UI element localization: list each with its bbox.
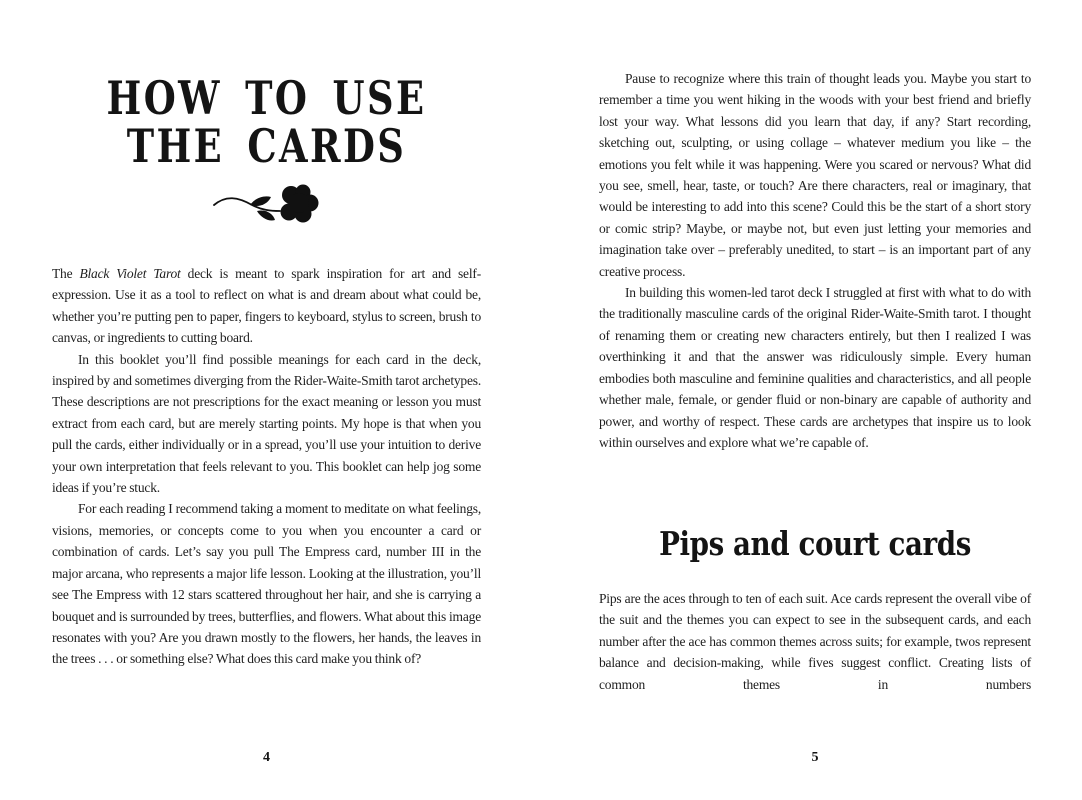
chapter-title-line1: HOW TO USE	[106, 71, 427, 125]
book-title-italic: Black Violet Tarot	[79, 266, 181, 281]
body-paragraph	[52, 263, 481, 349]
section-heading-pips-and-court-cards: Pips and court cards	[659, 524, 971, 563]
flower-ornament-icon	[52, 181, 481, 236]
right-page-body-continued	[599, 588, 1031, 695]
body-paragraph: For each reading I recommend taking a moment to meditate on what feelings, visions, memories, or concepts come to you when you encounter a card or combination of cards. Let’s say you pull The Empress card, number III in the major arcana, who represents a major life lesson. Looking at the illustration, you’ll see The Empress with 12 stars scattered throughout her hair, and she is carrying a bouquet and is surrounded by trees, butterflies, and flowers. What about this image resonates with you? Are you drawn mostly to the flowers, her hands, the leaves in the trees . . . or something else? What does this card make you think of?	[52, 501, 481, 667]
page-number-right: 5	[811, 750, 819, 765]
page-right	[541, 0, 1082, 800]
chapter-title-line2: THE CARDS	[126, 119, 407, 173]
left-page-body	[52, 263, 481, 670]
right-page-body	[599, 68, 1031, 453]
body-paragraph: Pips are the aces through to ten of each suit. Ace cards represent the overall vibe of the suit and the themes you can expect to see in the subsequent cards, and each number after the ace has common themes across suits; for example, twos represent balance and decision-making, while fives suggest conflict. Creating lists of common themes in numbers	[599, 591, 1031, 692]
body-paragraph: In this booklet you’ll find possible meanings for each card in the deck, inspired by and sometimes diverging from the Rider-Waite-Smith tarot archetypes. These descriptions are not prescriptions for the exact meaning or lesson you must extract from each card, but are merely starting points. My hope is that when you pull the cards, either individually or in a spread, you’ll use your intuition to derive your own interpretation that feels relevant to you. This booklet can help jog some ideas if you’re stuck.	[52, 351, 481, 496]
chapter-title	[95, 71, 438, 173]
body-paragraph: In building this women-led tarot deck I struggled at first with what to do with the traditionally masculine cards of the original Rider-Waite-Smith tarot. I thought of renaming them or creating new characters entirely, but then I realized I was overthinking it and that the answer was ridiculously simple. Every human embodies both masculine and feminine qualities and characteristics, and all people whether male, female, or gender fluid or non-binary are capable of authority and power, and worthy of respect. These cards are archetypes that inspire us to look within ourselves and explore what we’re capable of.	[599, 285, 1031, 450]
paragraph-text: deck is meant to spark inspiration for art and self-expression. Use it as a tool to reflect on what is and dream about what could be, whether you’re putting pen to paper, fingers to keyboard, stylus to screen, brush to canvas, or ingredients to cutting board.	[52, 266, 481, 346]
body-paragraph: Pause to recognize where this train of thought leads you. Maybe you start to remember a time you went hiking in the woods with your best friend and briefly lost your way. What lessons did you learn that day, if any? Start recording, sketching out, sculpting, or using collage – whatever medium you like – the emotions you felt while it was happening. Were you scared or nervous? What did you see, smell, hear, taste, or touch? Are there characters, real or imaginary, that would be interesting to add into this scene? Could this be the start of a short story or comic strip? Maybe, or maybe not, but even just letting your memories and imagination take over – preferably unedited, to start – is an important part of any creative process.	[599, 71, 1031, 279]
page-number-left: 4	[263, 750, 270, 765]
paragraph-text: The	[52, 266, 80, 281]
